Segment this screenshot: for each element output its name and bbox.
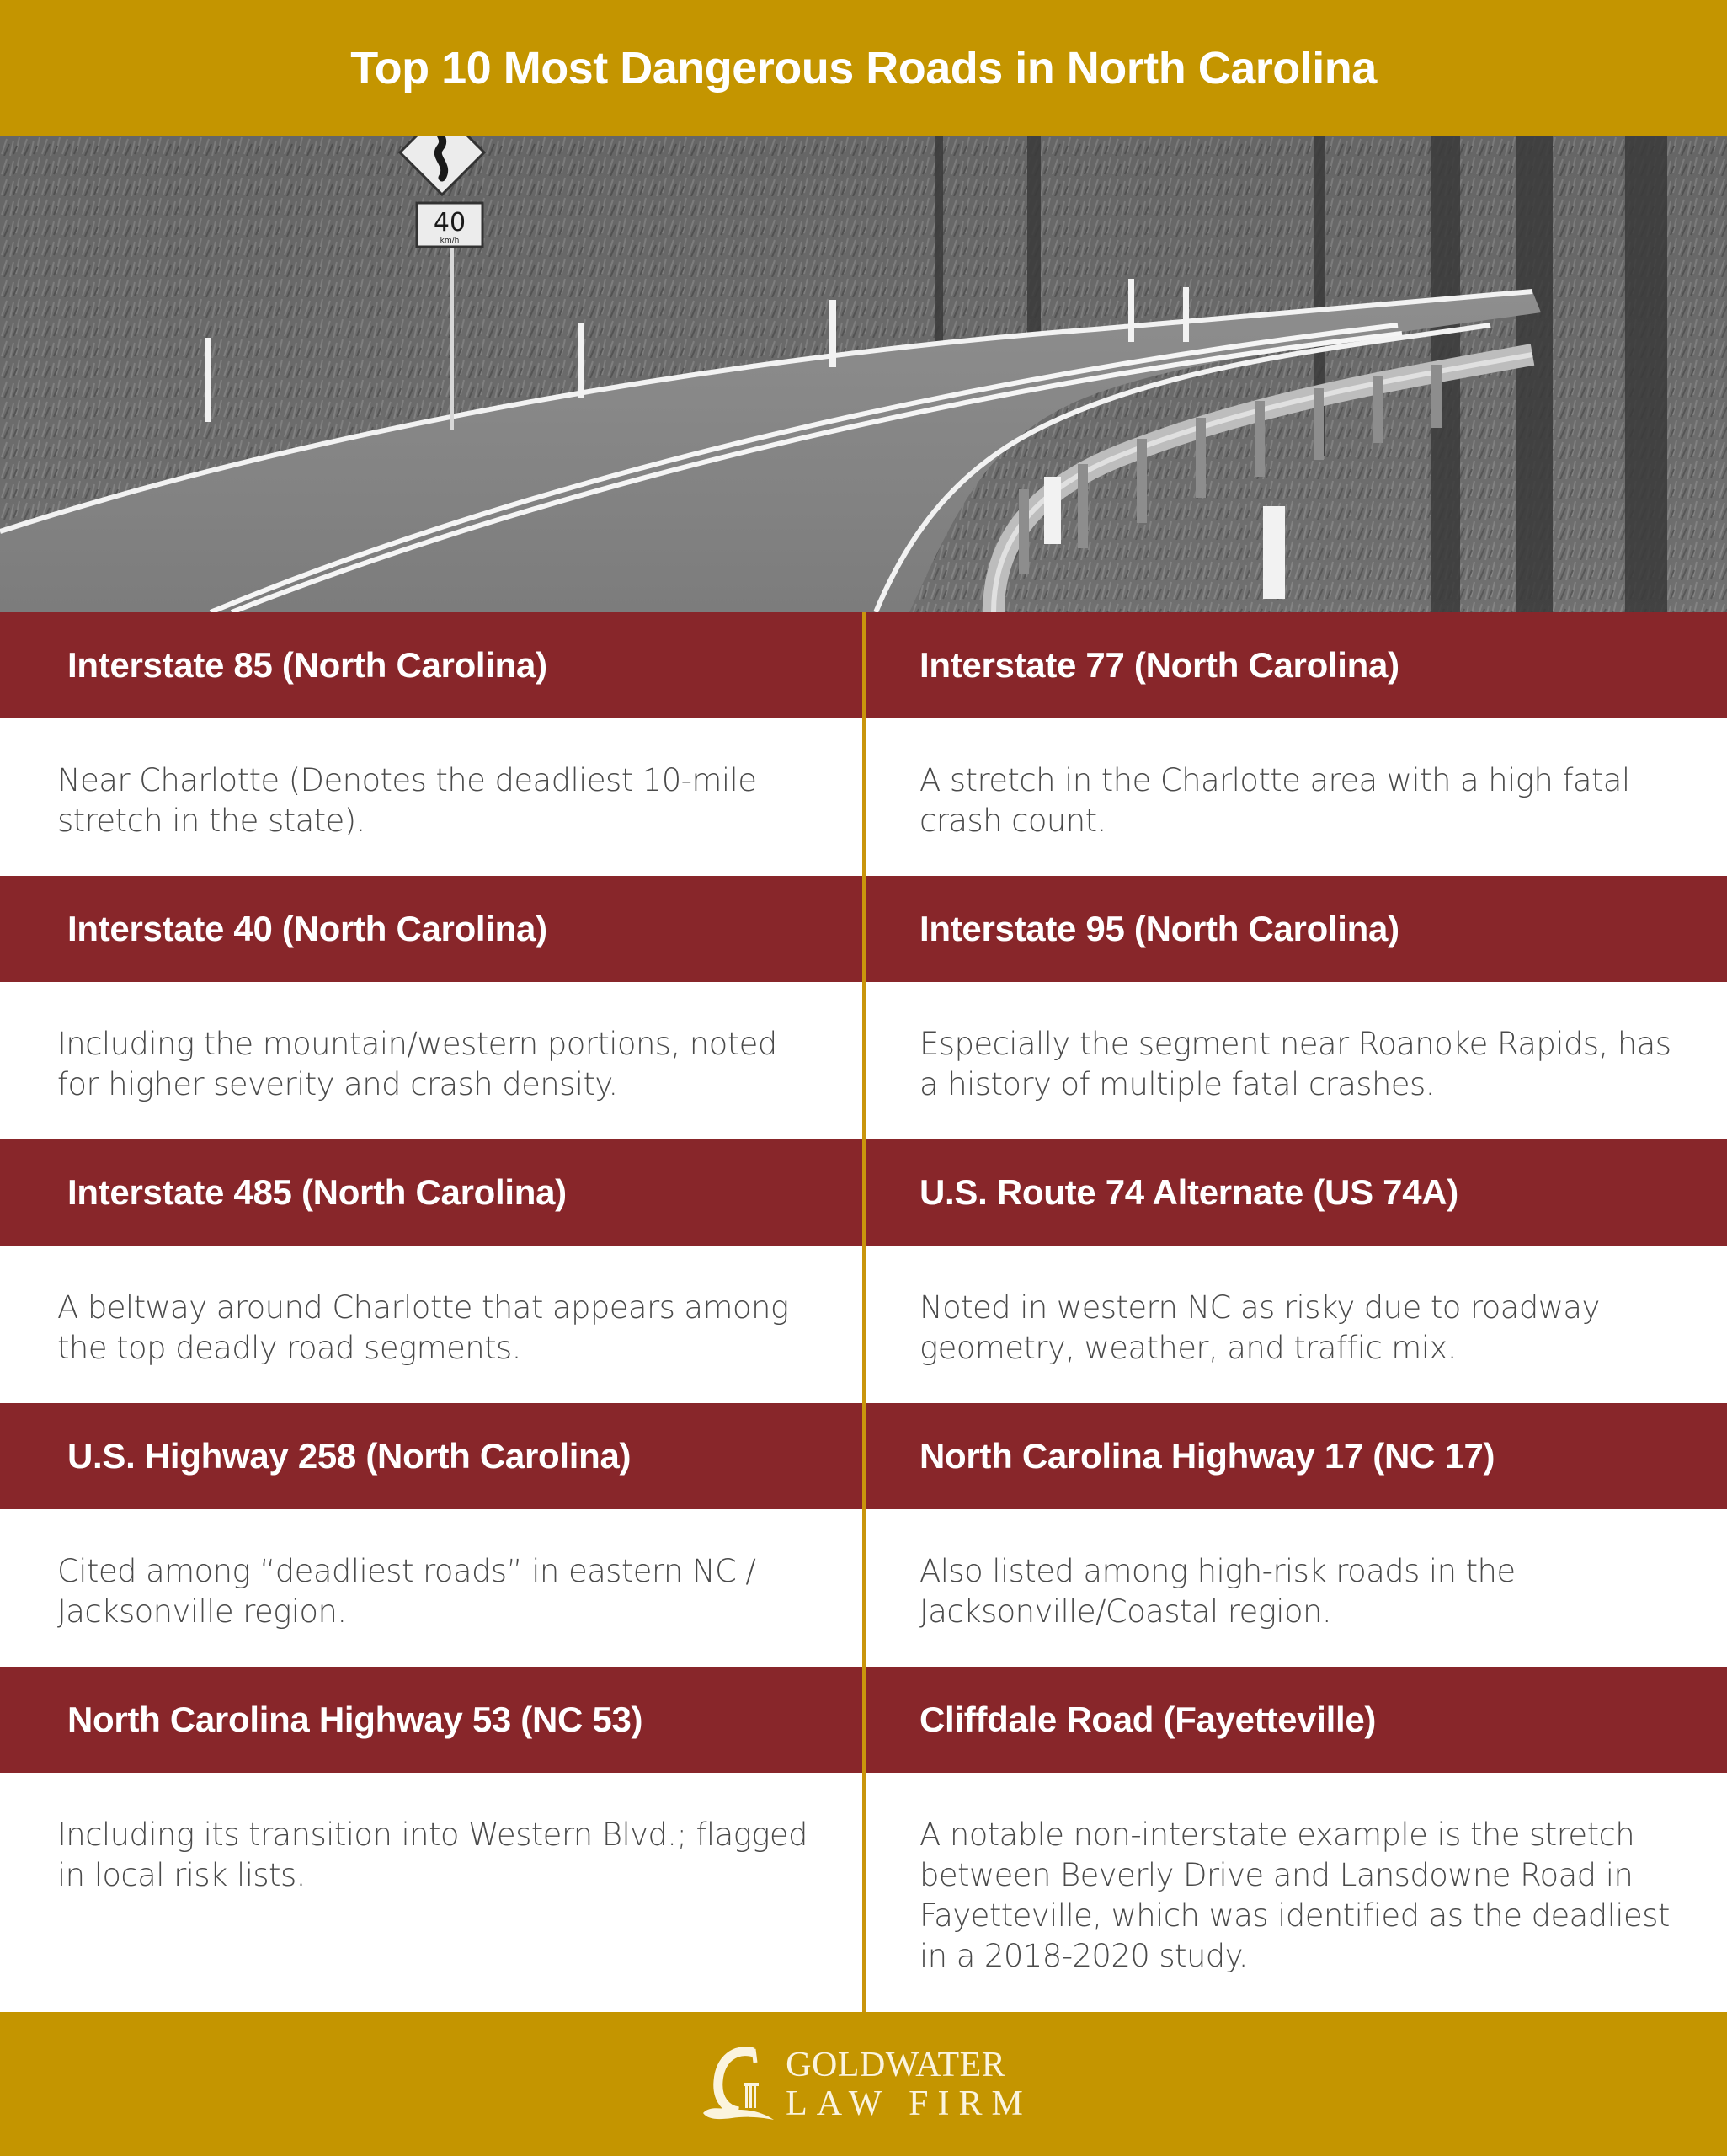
road-card	[864, 876, 1727, 1139]
road-title: Interstate 40 (North Carolina)	[0, 876, 863, 982]
road-description: Noted in western NC as risky due to roadway geometry, weather, and traffic mix.	[864, 1246, 1727, 1403]
logo-line-2: LAW FIRM	[786, 2084, 1032, 2123]
road-card	[864, 612, 1727, 876]
road-description: A beltway around Charlotte that appears among the top deadly road segments.	[0, 1246, 863, 1403]
footer-band	[0, 2012, 1727, 2156]
road-description: A notable non-interstate example is the stretch between Beverly Drive and Lansdowne Road in Fayetteville, which was identified as the deadliest in a 2018-2020 study.	[864, 1773, 1727, 2011]
road-title: North Carolina Highway 53 (NC 53)	[0, 1667, 863, 1773]
title-band	[0, 0, 1727, 136]
road-card	[0, 1403, 863, 1667]
road-title: U.S. Highway 258 (North Carolina)	[0, 1403, 863, 1509]
road-title: Interstate 77 (North Carolina)	[864, 612, 1727, 718]
roads-left-column	[0, 612, 863, 2011]
road-card	[864, 1139, 1727, 1403]
road-card	[0, 1139, 863, 1403]
svg-text:km/h: km/h	[440, 237, 460, 245]
svg-text:40: 40	[433, 208, 466, 237]
g-column-logo-icon	[701, 2044, 777, 2125]
road-description: Also listed among high-risk roads in the Jacksonville/Coastal region.	[864, 1509, 1727, 1667]
column-divider	[862, 612, 866, 2012]
road-title: Interstate 95 (North Carolina)	[864, 876, 1727, 982]
road-title: U.S. Route 74 Alternate (US 74A)	[864, 1139, 1727, 1246]
logo-line-1: GOLDWATER	[786, 2045, 1006, 2084]
road-title: Cliffdale Road (Fayetteville)	[864, 1667, 1727, 1773]
winding-road-photo	[0, 136, 1727, 612]
road-card	[864, 1403, 1727, 1667]
road-card	[864, 1667, 1727, 2011]
road-title: North Carolina Highway 17 (NC 17)	[864, 1403, 1727, 1509]
road-description: A stretch in the Charlotte area with a high fatal crash count.	[864, 718, 1727, 876]
road-description: Including the mountain/western portions, noted for higher severity and crash density.	[0, 982, 863, 1139]
page-title: Top 10 Most Dangerous Roads in North Carolina	[350, 42, 1377, 93]
road-description: Especially the segment near Roanoke Rapids, has a history of multiple fatal crashes.	[864, 982, 1727, 1139]
road-description: Including its transition into Western Blvd.; flagged in local risk lists.	[0, 1773, 863, 2011]
roads-right-column	[864, 612, 1727, 2011]
road-card	[0, 612, 863, 876]
road-description: Near Charlotte (Denotes the deadliest 10-mile stretch in the state).	[0, 718, 863, 876]
road-title: Interstate 85 (North Carolina)	[0, 612, 863, 718]
road-description: Cited among “deadliest roads” in eastern NC / Jacksonville region.	[0, 1509, 863, 1667]
road-title: Interstate 485 (North Carolina)	[0, 1139, 863, 1246]
road-card	[0, 876, 863, 1139]
goldwater-logo	[701, 2044, 1032, 2125]
road-card	[0, 1667, 863, 2011]
roads-grid	[0, 612, 1727, 2012]
